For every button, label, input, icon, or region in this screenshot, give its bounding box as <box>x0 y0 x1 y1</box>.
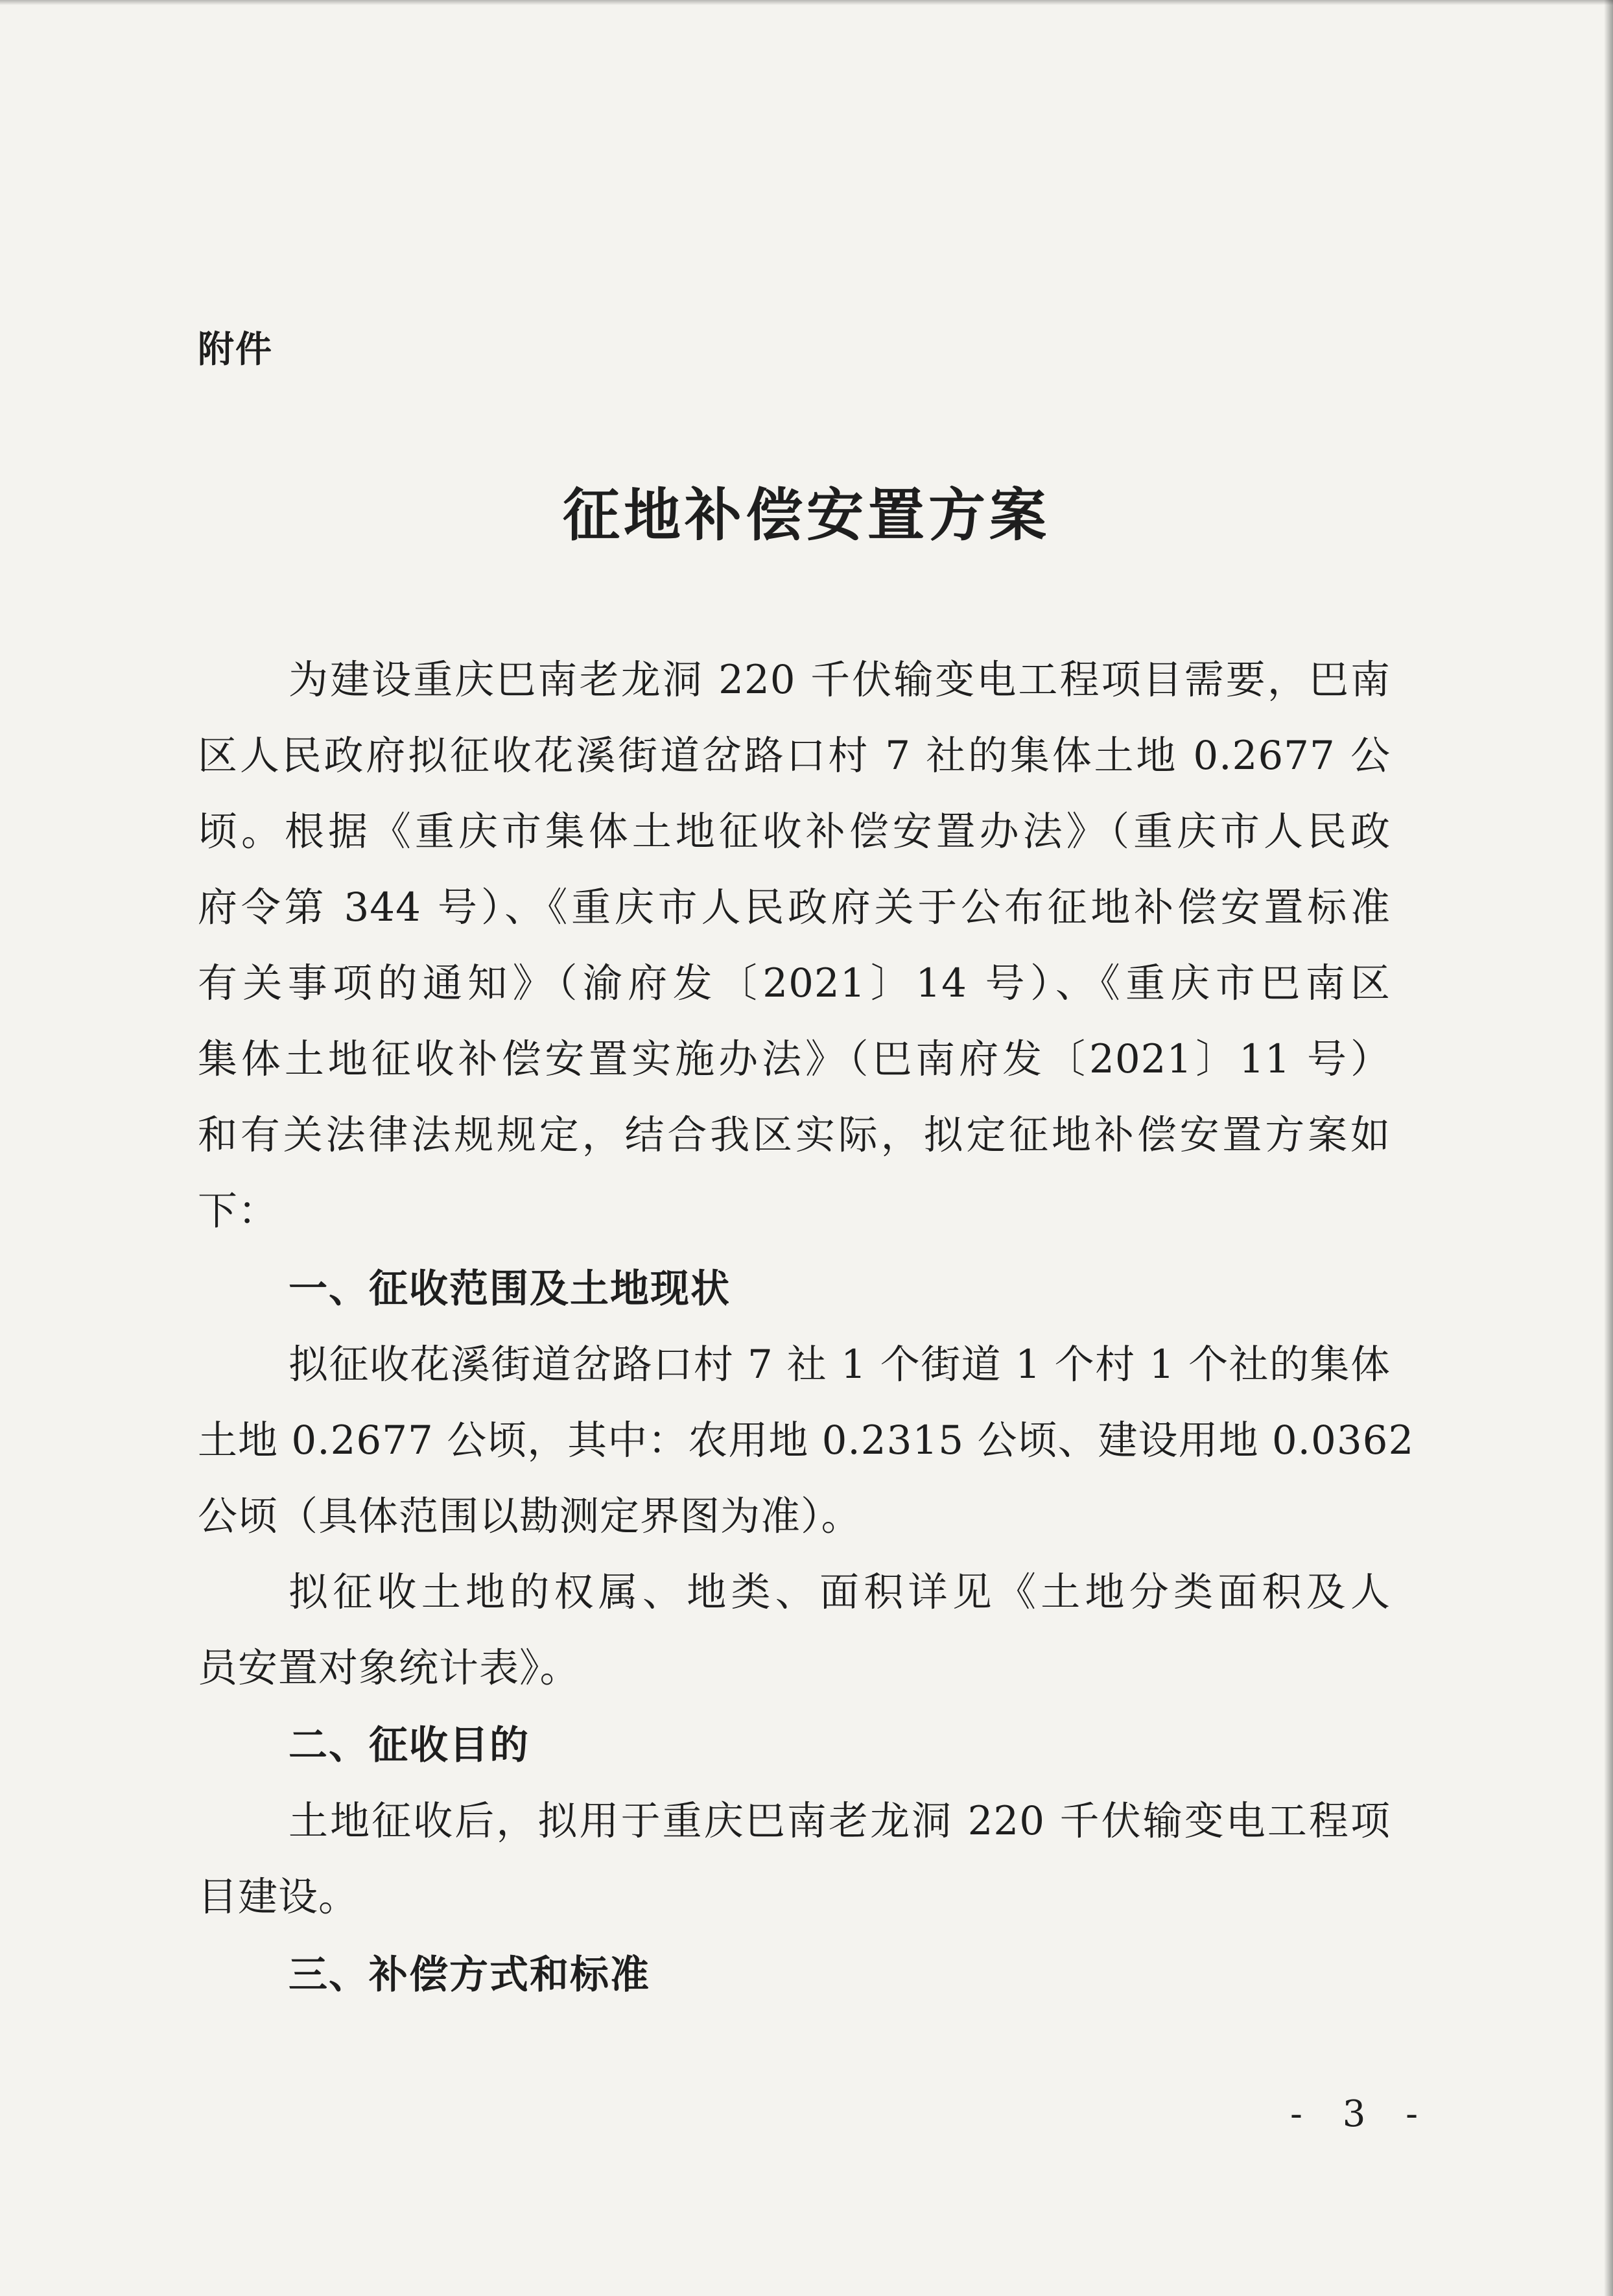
intro-line: 为建设重庆巴南老龙洞 220 千伏输变电工程项目需要，巴南 <box>288 657 1391 703</box>
intro-line: 区人民政府拟征收花溪街道岔路口村 7 社的集体土地 0.2677 公 <box>198 733 1391 779</box>
section-text-line: 土地 0.2677 公顷，其中：农用地 0.2315 公顷、建设用地 0.0362 <box>198 1417 1415 1463</box>
section-heading: 二、征收目的 <box>288 1723 530 1768</box>
document-title: 征地补偿安置方案 <box>562 481 1050 549</box>
intro-line: 府令第 344 号）、《重庆市人民政府关于公布征地补偿安置标准 <box>198 884 1391 930</box>
section-text-line: 拟征收花溪街道岔路口村 7 社 1 个街道 1 个村 1 个社的集体 <box>288 1342 1391 1388</box>
attachment-label: 附件 <box>198 329 273 371</box>
intro-line: 下： <box>198 1188 279 1234</box>
intro-line: 和有关法律法规规定，结合我区实际，拟定征地补偿安置方案如 <box>198 1112 1391 1158</box>
intro-line: 集体土地征收补偿安置实施办法》（巴南府发〔2021〕11 号） <box>198 1036 1391 1082</box>
scan-edge-top <box>0 0 1613 5</box>
intro-line: 顷。根据《重庆市集体土地征收补偿安置办法》（重庆市人民政 <box>198 809 1391 855</box>
section-text-line: 土地征收后，拟用于重庆巴南老龙洞 220 千伏输变电工程项 <box>288 1798 1391 1844</box>
page-number: - 3 - <box>1290 2093 1433 2135</box>
section-text-line: 公顷（具体范围以勘测定界图为准）。 <box>198 1493 862 1539</box>
section-text-line: 拟征收土地的权属、地类、面积详见《土地分类面积及人 <box>288 1569 1391 1615</box>
section-text-line: 员安置对象统计表》。 <box>198 1645 580 1691</box>
section-heading: 三、补偿方式和标准 <box>288 1952 650 1998</box>
section-text-line: 目建设。 <box>198 1874 359 1920</box>
intro-line: 有关事项的通知》（渝府发〔2021〕14 号）、《重庆市巴南区 <box>198 960 1391 1006</box>
section-heading: 一、征收范围及土地现状 <box>288 1266 731 1312</box>
scan-edge-right <box>1604 0 1613 2296</box>
